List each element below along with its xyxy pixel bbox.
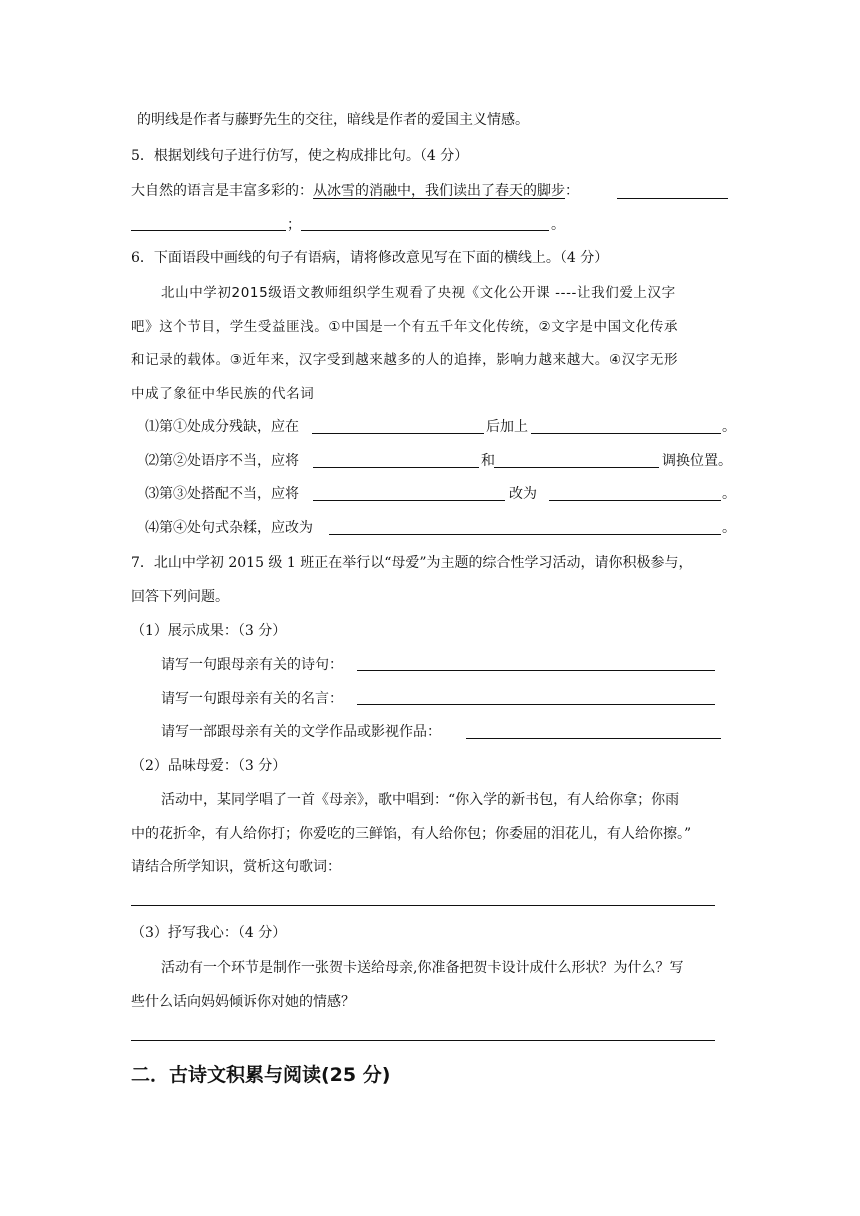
q5-period: 。 [551,217,565,233]
q7-part3-line-2: 些什么话向妈妈倾诉你对她的情感？ [131,994,355,1010]
q7-part1-quote-blank[interactable] [357,704,715,705]
q6-answer-3-label: ⑶第③处搭配不当，应将 [145,486,299,502]
q5-prompt-line [131,181,579,201]
q6-answer-4-end: 。 [722,520,736,536]
q6-answer-1-blank-a[interactable] [312,433,484,434]
q7-part1-work-label: 请写一部跟母亲有关的文学作品或影视作品： [161,724,441,740]
q6-answer-3-blank-a[interactable] [313,500,505,501]
q6-answer-2-label: ⑵第②处语序不当，应将 [145,453,299,469]
q6-answer-3-end: 。 [722,486,736,502]
q6-answer-3-mid: 改为 [509,486,537,502]
q6-passage-line-2: 吧》这个节目，学生受益匪浅。①中国是一个有五千年文化传统，②文字是中国文化传承 [131,319,679,335]
q7-part2-line-3: 请结合所学知识，赏析这句歌词： [131,859,341,875]
q6-answer-1-end: 。 [722,419,736,435]
q5-underlined-sentence: 从冰雪的消融中，我们读出了春天的脚步 [313,183,565,199]
q6-answer-1-blank-b[interactable] [531,433,721,434]
q7-part1-work-blank[interactable] [466,738,721,739]
q6-answer-3-blank-b[interactable] [549,500,721,501]
q6-answer-2-blank-b[interactable] [494,467,659,468]
q6-answer-1-label: ⑴第①处成分残缺，应在 [145,419,299,435]
q5-semicolon: ； [287,217,301,233]
q7-part1-quote-label: 请写一句跟母亲有关的名言： [161,691,343,707]
q7-part2-line-1: 活动中，某同学唱了一首《母亲》，歌中唱到：“你入学的新书包，有人给你拿；你雨 [161,792,680,808]
q6-answer-4-label: ⑷第④处句式杂糅，应改为 [145,520,313,536]
q5-blank-2[interactable] [131,230,286,231]
q6-passage-line-3: 和记录的载体。③近年来，汉字受到越来越多的人的追捧，影响力越来越大。④汉字无形 [131,352,679,368]
q6-answer-2-blank-a[interactable] [313,467,479,468]
q5-colon: ： [565,183,579,199]
q5-prefix: 大自然的语言是丰富多彩的： [131,183,313,199]
q7-title-line-2: 回答下列问题。 [131,589,229,605]
q5-title: 5．根据划线句子进行仿写，使之构成排比句。（4 分） [131,148,469,164]
q7-part3-line-1: 活动有一个环节是制作一张贺卡送给母亲,你准备把贺卡设计成什么形状？为什么？写 [161,960,684,976]
q7-part3-title: （3）抒写我心：（4 分） [131,925,287,941]
q6-answer-4-blank[interactable] [329,534,721,535]
q6-answer-2-end: 调换位置。 [662,453,732,469]
q7-part1-title: （1）展示成果：（3 分） [131,623,287,639]
q7-part2-answer-line[interactable] [131,905,715,906]
q6-passage-line-4: 中成了象征中华民族的代名词 [131,386,315,402]
q6-answer-2-mid: 和 [481,453,495,469]
q6-passage-line-1: 北山中学初2015级语文教师组织学生观看了央视《文化公开课 ----让我们爱上汉字 [161,285,676,301]
q7-part1-poem-blank[interactable] [357,670,715,671]
q7-part1-poem-label: 请写一句跟母亲有关的诗句： [161,657,343,673]
intro-line: 的明线是作者与藤野先生的交往，暗线是作者的爱国主义情感。 [137,112,529,128]
q7-part3-answer-line[interactable] [131,1040,715,1041]
q5-blank-1[interactable] [617,198,728,199]
q6-title: 6．下面语段中画线的句子有语病，请将修改意见写在下面的横线上。（4 分） [131,250,609,266]
q6-answer-1-mid: 后加上 [486,419,528,435]
q5-blank-3[interactable] [301,230,549,231]
q7-title-line-1: 7．北山中学初 2015 级 1 班正在举行以“母爱”为主题的综合性学习活动，请你积极参与， [131,555,693,571]
q7-part2-title: （2）品味母爱：（3 分） [131,758,287,774]
q7-part2-line-2: 中的花折伞，有人给你打；你爱吃的三鲜馅，有人给你包；你委屈的泪花儿，有人给你擦。” [131,826,692,842]
section-heading: 二．古诗文积累与阅读(25 分) [131,1064,391,1086]
